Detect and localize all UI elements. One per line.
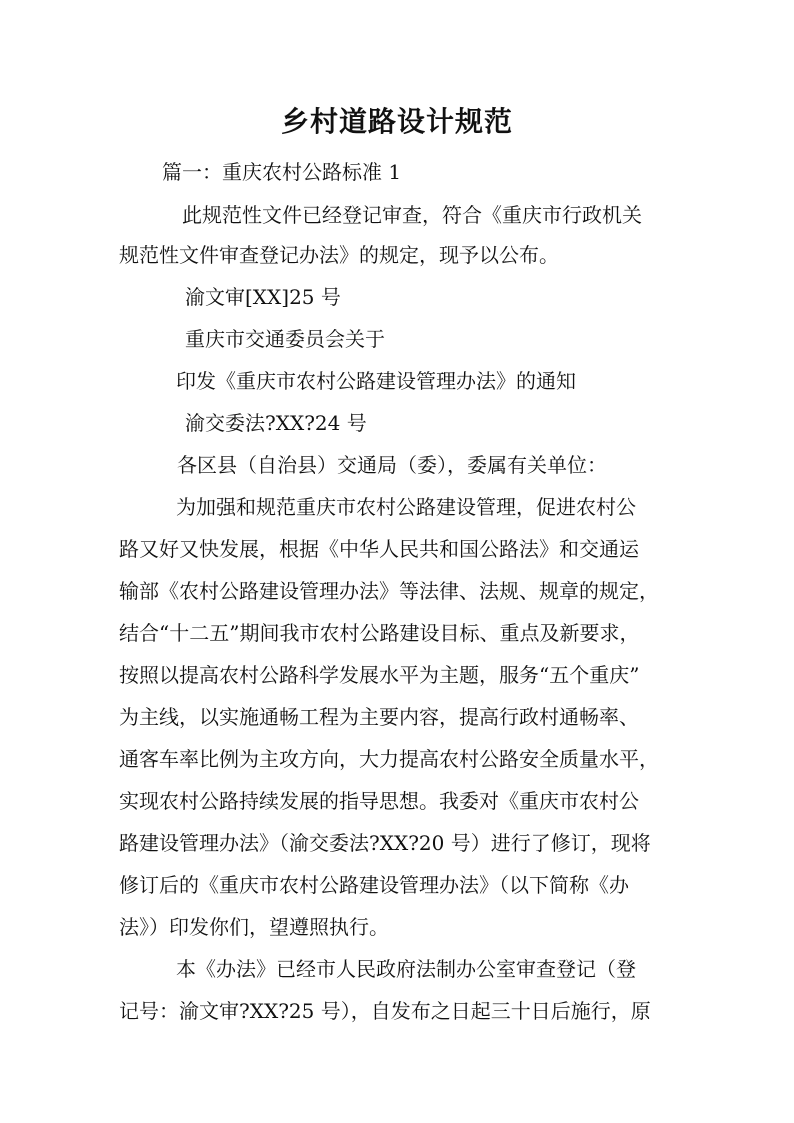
paragraph-line: 路又好又快发展，根据《中华人民共和国公路法》和交通运 — [119, 537, 639, 561]
paragraph-line: 结合“十二五”期间我市农村公路建设目标、重点及新要求， — [119, 621, 640, 645]
paragraph-line: 此规范性文件已经登记审查，符合《重庆市行政机关 — [182, 203, 642, 227]
paragraph-line: 修订后的《重庆市农村公路建设管理办法》（以下简称《办 — [119, 873, 629, 897]
notice-heading-line: 重庆市交通委员会关于 — [185, 327, 385, 351]
notice-heading-line: 印发《重庆市农村公路建设管理办法》的通知 — [176, 369, 576, 393]
paragraph-line: 为主线，以实施通畅工程为主要内容，提高行政村通畅率、 — [119, 705, 639, 729]
document-title: 乡村道路设计规范 — [280, 105, 513, 138]
paragraph-line: 输部《农村公路建设管理办法》等法律、法规、规章的规定， — [119, 579, 659, 603]
addressee-line: 各区县（自治县）交通局（委），委属有关单位： — [177, 453, 607, 477]
paragraph-line: 本《办法》已经市人民政府法制办公室审查登记（登 — [176, 957, 636, 981]
document-number: 渝交委法?XX?24 号 — [185, 411, 367, 435]
paragraph-line: 为加强和规范重庆市农村公路建设管理，促进农村公 — [176, 495, 636, 519]
paragraph-line: 通客车率比例为主攻方向，大力提高农村公路安全质量水平， — [119, 747, 659, 771]
document-number: 渝文审[XX]25 号 — [185, 285, 341, 309]
paragraph-line: 实现农村公路持续发展的指导思想。我委对《重庆市农村公 — [119, 789, 639, 813]
paragraph-line: 路建设管理办法》（渝交委法?XX?20 号）进行了修订，现将 — [119, 831, 651, 855]
paragraph-line: 按照以提高农村公路科学发展水平为主题，服务“五个重庆” — [119, 663, 640, 687]
paragraph-line: 记号：渝文审?XX?25 号），自发布之日起三十日后施行，原 — [119, 999, 651, 1023]
paragraph-line: 规范性文件审查登记办法》的规定，现予以公布。 — [119, 243, 559, 267]
paragraph-line: 法》）印发你们，望遵照执行。 — [119, 915, 389, 939]
section-heading: 篇一：重庆农村公路标准 1 — [162, 160, 402, 184]
